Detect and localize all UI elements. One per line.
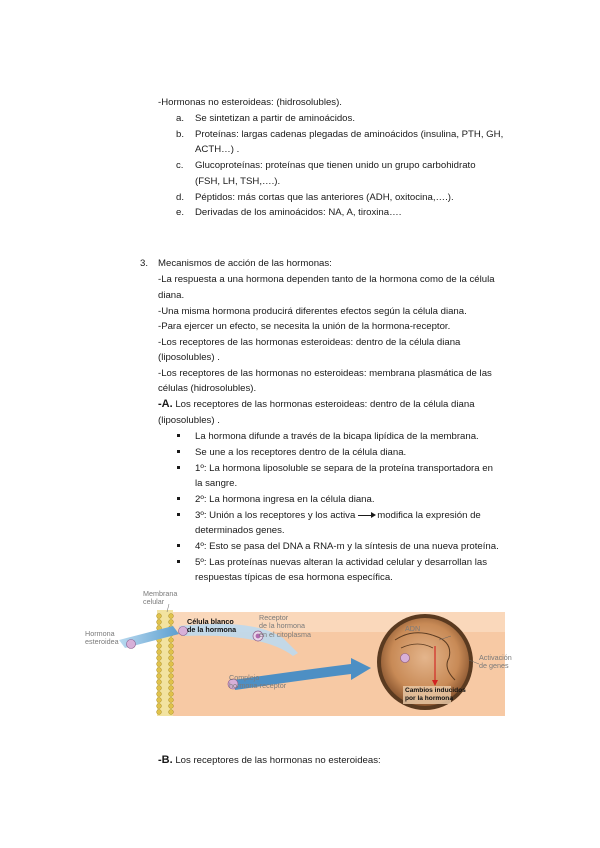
bullet-5-text-cont: determinados genes. [195, 525, 285, 536]
subsection-a-label: -A. [158, 398, 173, 410]
bullet-square [177, 513, 180, 516]
subsection-b-heading [158, 753, 381, 769]
subsection-b-label: -B. [158, 754, 173, 766]
subsection-a-title: Los receptores de las hormonas esteroideas: dentro de la célula diana [172, 399, 475, 410]
subsection-a-title-cont: (liposolubles) . [158, 415, 220, 426]
activation-label: Activación de genes [479, 653, 512, 671]
item-c-text: Glucoproteínas: proteínas que tienen unido un grupo carbohidrato [195, 160, 476, 171]
item-b-text-cont: ACTH…) . [195, 144, 240, 155]
dna-label: ADN [405, 624, 421, 633]
bullet-square [177, 560, 180, 563]
s3-line-1: -La respuesta a una hormona dependen tanto de la hormona como de la célula [158, 274, 495, 285]
bullet-6-text: 4º: Esto se pasa del DNA a RNA-m y la síntesis de una nueva proteína. [195, 541, 499, 552]
bullet-7-text-cont: respuestas típicas de esa hormona específica. [195, 572, 393, 583]
changes-label: Cambios inducidos por la hormona [405, 687, 466, 702]
non-steroid-heading: -Hormonas no esteroideas: (hidrosolubles). [158, 97, 342, 108]
item-e-marker: e. [176, 207, 185, 218]
bullet-5-text: 3º: Unión a los receptores y los activa [195, 510, 356, 521]
membrane-label: Membrana celular [143, 589, 178, 607]
bullet-4-text: 2º: La hormona ingresa en la célula diana. [195, 494, 375, 505]
item-b-marker: b. [176, 129, 185, 140]
item-d-marker: d. [176, 192, 185, 203]
section3-title: Mecanismos de acción de las hormonas: [158, 258, 332, 269]
right-arrow-icon [358, 515, 374, 516]
section3-number: 3. [140, 258, 149, 269]
bullet-square [177, 450, 180, 453]
hormone-molecule [127, 640, 136, 649]
item-c-marker: c. [176, 160, 184, 171]
bullet-5-line [195, 508, 481, 524]
item-e-text: Derivadas de los aminoácidos: NA, A, tiroxina…. [195, 207, 402, 218]
s3-line-2: diana. [158, 290, 185, 301]
subsection-b-title: Los receptores de las hormonas no esteroideas: [172, 755, 381, 766]
item-a-text: Se sintetizan a partir de aminoácidos. [195, 113, 355, 124]
target-cell-label: Célula blanco de la hormona [187, 617, 237, 635]
s3-line-5: -Los receptores de las hormonas esteroideas: dentro de la célula diana [158, 337, 461, 348]
bullet-square [177, 466, 180, 469]
s3-line-4: -Para ejercer un efecto, se necesita la unión de la hormona-receptor. [158, 321, 451, 332]
receptor-label: Receptor de la hormona en el citoplasma [259, 613, 311, 639]
steroid-mechanism-figure [83, 588, 512, 716]
bullet-1-text: La hormona difunde a través de la bicapa lipídica de la membrana. [195, 431, 479, 442]
item-c-text-cont: (FSH, LH, TSH,….). [195, 176, 281, 187]
bullet-square [177, 434, 180, 437]
s3-line-6: (liposolubles) . [158, 352, 220, 363]
item-d-text: Péptidos: más cortas que las anteriores (ADH, oxitocina,….). [195, 192, 454, 203]
bound-complex-icon [401, 654, 410, 663]
subsection-a-heading [158, 397, 475, 413]
s3-line-3: -Una misma hormona producirá diferentes efectos según la célula diana. [158, 306, 467, 317]
complex-label: Complejo hormona-receptor [229, 673, 287, 691]
bullet-3-text-cont: la sangre. [195, 478, 238, 489]
item-a-marker: a. [176, 113, 185, 124]
item-b-text: Proteínas: largas cadenas plegadas de aminoácidos (insulina, PTH, GH, [195, 129, 504, 140]
bullet-7-text: 5º: Las proteínas nuevas alteran la actividad celular y desarrollan las [195, 557, 488, 568]
s3-line-8: células (hidrosolubles). [158, 383, 257, 394]
bullet-5-text-after: modifica la expresión de [377, 510, 481, 521]
bullet-square [177, 544, 180, 547]
s3-line-7: -Los receptores de las hormonas no esteroideas: membrana plasmática de las [158, 368, 492, 379]
bullet-square [177, 497, 180, 500]
cell-membrane [157, 610, 174, 716]
bullet-2-text: Se une a los receptores dentro de la célula diana. [195, 447, 407, 458]
bullet-3-text: 1º: La hormona liposoluble se separa de la proteína transportadora en [195, 463, 493, 474]
hormone-label: Hormona esteroidea [85, 629, 119, 647]
